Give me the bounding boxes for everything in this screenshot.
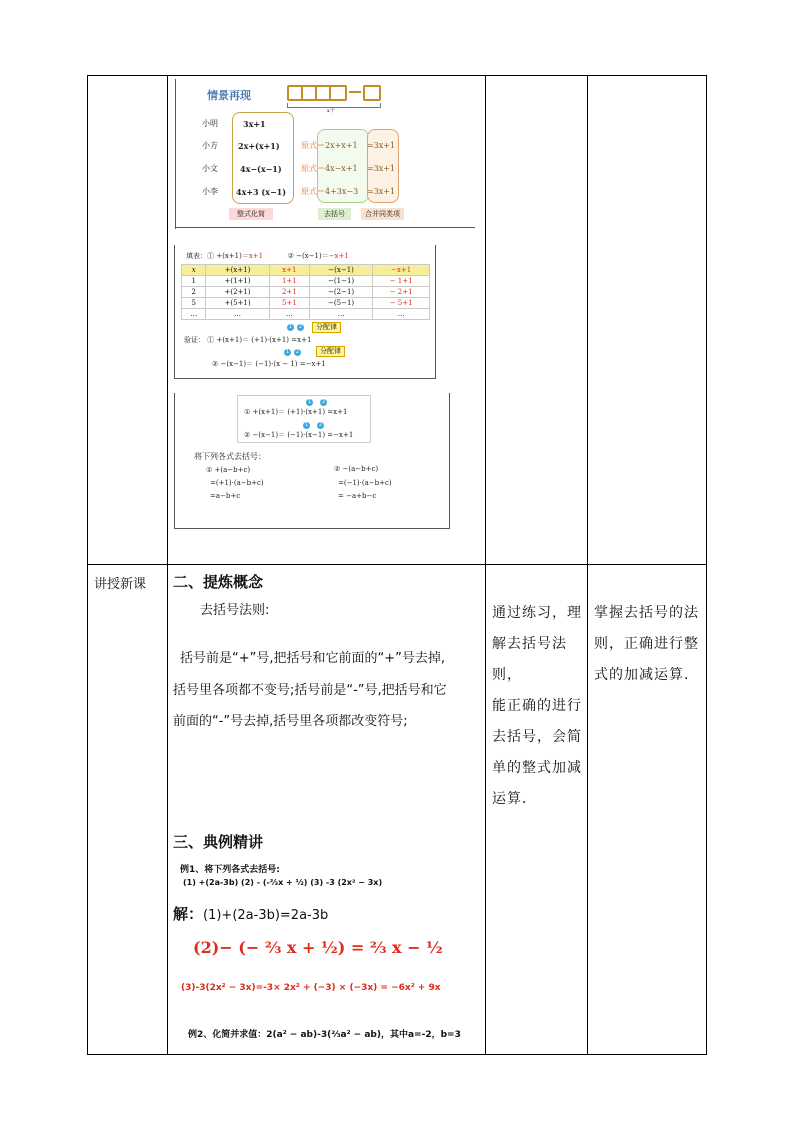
name-xiaoming: 小明 (202, 119, 218, 128)
step-circle-1: 1 (288, 324, 293, 330)
col-border-4 (706, 75, 707, 1055)
col-border-3 (587, 75, 588, 1055)
table-row: 1 +(1+1) 1+1 −(1−1) − 1+1 (182, 276, 430, 287)
scene-title: 情景再现 (207, 89, 251, 102)
rule-line-1: ① +(x+1)＝ (+1)·(x+1) =x+1 (244, 408, 348, 416)
rule-text-2: 括号里各项都不变号;括号前是“-”号,把括号和它 (173, 683, 447, 698)
example-1-items: (1) +(2a-3b) (2) - (-⅔x + ½) (3) -3 (2x² − 3x) (183, 878, 383, 887)
table-row: 2 +(2+1) 2+1 −(2−1) − 2+1 (182, 287, 430, 298)
step-circle-2: 2 (298, 324, 303, 330)
example-1-title: 例1、将下列各式去括号: (180, 865, 280, 875)
yuanshi-3: 原式＝4+3x−3 (301, 187, 359, 196)
scene-image (175, 79, 475, 229)
result-2: =3x+1 (367, 164, 396, 173)
table-top-border (87, 75, 707, 76)
section-3-title: 三、典例精讲 (173, 833, 264, 851)
rule-right-3: = −a+b−c (338, 492, 377, 500)
distributive-tag-1: 分配律 (312, 322, 341, 333)
rule-right-2: =(−1)·(a−b+c) (338, 479, 392, 487)
table-header-row: x +(x+1) x+1 −(x−1) −x+1 (182, 265, 430, 276)
name-xiaowen: 小文 (202, 164, 218, 173)
expr-2: 2x+(x+1) (238, 141, 280, 151)
goal-text: 掌握去括号的法 则，正确进行整 式的加减运算． (594, 605, 699, 683)
rule-line-2: ② −(x−1)＝ (−1)·(x−1) =−x+1 (244, 431, 354, 439)
yuanshi-2: 原式＝4x−x+1 (301, 164, 358, 173)
label-simplify: 整式化简 (229, 208, 273, 220)
name-xiaoli: 小李 (202, 187, 218, 196)
solution-2: (2)− (− ⅔ x + ½) = ⅔ x − ½ (193, 938, 443, 957)
rule-left-3: =a−b+c (210, 492, 241, 500)
example-2: 例2、化简并求值：2(a² − ab)-3(⅔a² − ab)，其中a=-2，b=3 (188, 1030, 461, 1040)
rule-left-1: ① +(a−b+c) (206, 466, 251, 474)
section-2-title: 二、提炼概念 (173, 573, 264, 591)
row-divider (87, 564, 707, 565)
label-remove-brackets: 去括号 (318, 208, 351, 220)
rule-prompt: 将下列各式去括号： (194, 452, 266, 461)
rule-circle-1: 1 (307, 399, 312, 405)
rule-title: 去括号法则: (200, 603, 270, 618)
label-combine: 合并同类项 (361, 208, 404, 220)
verify-line-1: 验证： ① +(x+1)＝ (+1)·(x+1) =x+1 (184, 336, 312, 344)
rule-text-3: 前面的“-”号去掉,括号里各项都改变符号; (173, 714, 408, 729)
table-bottom-border (87, 1054, 707, 1055)
rule-image (174, 393, 450, 529)
col-border-2 (485, 75, 486, 1055)
rule-left-2: =(+1)·(a−b+c) (210, 479, 264, 487)
fill-table-image (174, 245, 436, 379)
expr-1: 3x+1 (243, 119, 266, 129)
rule-circle-3: 1 (304, 422, 309, 428)
step-circle-4: 2 (295, 349, 300, 355)
rule-circle-4: 2 (318, 422, 323, 428)
verify-line-2: ② −(x−1)＝ (−1)·(x − 1) =−x+1 (212, 360, 326, 368)
brace-label: x个 (327, 108, 335, 114)
table-row: 5 +(5+1) 5+1 −(5−1) − 5+1 (182, 298, 430, 309)
col-border-1 (167, 75, 168, 1055)
rule-right-1: ② −(a−b+c) (334, 465, 379, 473)
expr-3: 4x−(x−1) (240, 164, 282, 174)
expr-4: 4x+3 (x−1) (236, 187, 286, 197)
rule-circle-2: 2 (321, 399, 326, 405)
rule-text-1: 括号前是“+”号,把括号和它前面的“+”号去掉, (180, 651, 445, 666)
solution-1: 解：(1)+(2a-3b)=2a-3b (173, 905, 329, 923)
table-row: … … … … … (182, 309, 430, 320)
activity-text: 通过练习，理 解去括号法则， 能正确的进行 去括号，会简 单的整式加减 运算． (492, 605, 582, 807)
distributive-tag-2: 分配律 (316, 346, 345, 357)
step-circle-3: 1 (285, 349, 290, 355)
col-border-0 (87, 75, 88, 1055)
result-1: =3x+1 (367, 141, 396, 150)
row-label: 讲授新课 (94, 577, 147, 592)
yuanshi-1: 原式＝2x+x+1 (301, 141, 358, 150)
matchstick-diagram (287, 85, 379, 114)
fill-title: 填表：① +(x+1)＝x+1 ② −(x−1)＝−x+1 (186, 252, 349, 260)
result-3: =3x+1 (367, 187, 396, 196)
name-xiaofang: 小方 (202, 141, 218, 150)
values-table (181, 264, 430, 320)
solution-3: (3)-3(2x² − 3x)=-3× 2x² + (−3) × (−3x) = −6x² + 9x (181, 983, 441, 993)
